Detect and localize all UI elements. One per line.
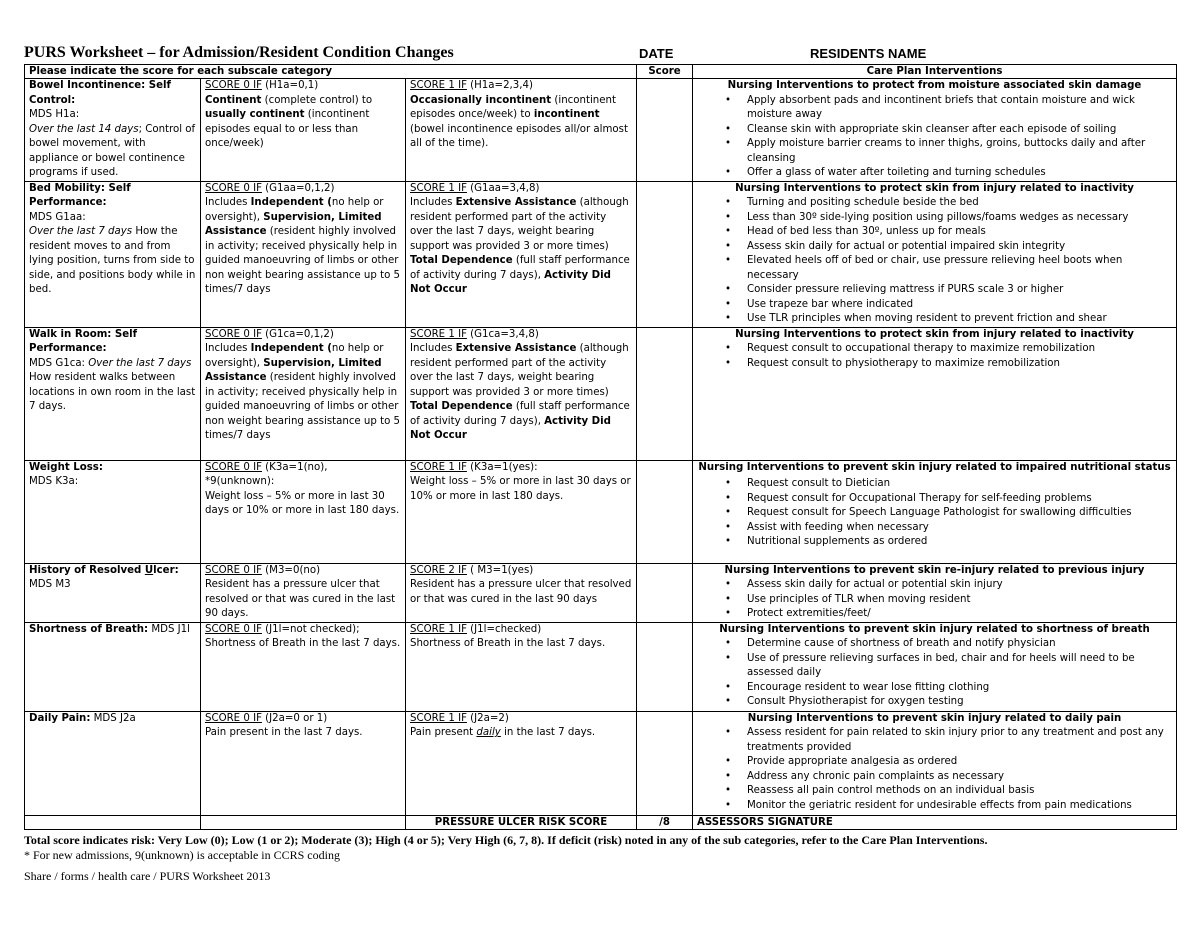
intervention-item: • Use trapeze bar where indicated [747,298,1172,313]
intervention-item: • Apply moisture barrier creams to inner thighs, groins, buttocks daily and after cleansing [747,137,1172,166]
intervention-item: • Address any chronic pain complaints as necessary [747,770,1172,785]
score0-head: SCORE 0 IF [205,80,262,91]
new-admissions-note: * For new admissions, 9(unknown) is acceptable in CCRS coding [24,847,340,862]
interventions-list [697,196,1172,327]
table-row-shortness-of-breath [25,622,1177,711]
intervention-item: • Assess skin daily for actual or potential skin injury [747,578,1172,593]
interventions-cell: Nursing Interventions to protect skin from injury related to inactivity • Request consult to occupational therapy to maximize remobilization • Request consult to physiotherapy to maximize remobilization [693,327,1177,460]
score-input-cell[interactable] [637,563,693,622]
intervention-item: • Request consult for Occupational Therapy for self-feeding problems [747,492,1172,507]
score1-head: SCORE 1 IF [410,80,467,91]
intervention-item: • Elevated heels off of bed or chair, use pressure relieving heel boots when necessary [747,254,1172,283]
worksheet-page [24,44,1176,884]
intervention-item: • Head of bed less than 30º, unless up for meals [747,225,1172,240]
mds-code: MDS H1a: [29,109,80,120]
risk-note: Total score indicates risk: Very Low (0); Low (1 or 2); Moderate (3); High (4 or 5); Very High (6, 7, 8). If deficit (risk) noted in any of the sub categories, refer to the Care Plan Interventions. [24,832,988,847]
subscale-cell: Shortness of Breath: MDS J1l [25,622,201,711]
score1-cell: SCORE 1 IF (K3a=1(yes): Weight loss – 5% or more in last 30 days or 10% or more in last 180 days. [406,460,637,563]
score1-cell: SCORE 1 IF (J1l=checked) Shortness of Breath in the last 7 days. [406,622,637,711]
intervention-item: • Request consult for Speech Language Pathologist for swallowing difficulties [747,506,1172,521]
table-row-walk-in-room [25,327,1177,460]
score1-cell: SCORE 2 IF ( M3=1(yes) Resident has a pressure ulcer that resolved or that was cured in the last 90 days [406,563,637,622]
subscale-cell [25,79,201,182]
subscale-cell: Walk in Room: Self Performance: MDS G1ca: Over the last 7 days How resident walks between locations in own room in the last 7 days. [25,327,201,460]
interventions-list [697,578,1172,622]
score0-cell: SCORE 0 IF (G1ca=0,1,2) Includes Independent (no help or oversight), Supervision, Limited Assistance (resident highly involved in activity; received physically help in guided manoeuvring of limbs or other non weight bearing assistance up to 5 times/7 days [201,327,406,460]
intervention-item: • Consult Physiotherapist for oxygen testing [747,695,1172,710]
subscale-cell: History of Resolved Ulcer: MDS M3 [25,563,201,622]
score0-cell: SCORE 0 IF (K3a=1(no), *9(unknown): Weight loss – 5% or more in last 30 days or 10% or more in last 180 days. [201,460,406,563]
intervention-item: • Use principles of TLR when moving resident [747,593,1172,608]
table-row-resolved-ulcer [25,563,1177,622]
score0-cell: SCORE 0 IF (G1aa=0,1,2) Includes Independent (no help or oversight), Supervision, Limited Assistance (resident highly involved in activity; received physically help in guided manoeuvring of limbs or other non weight bearing assistance up to 5 times/7 days [201,181,406,327]
intervention-item: • Assist with feeding when necessary [747,521,1172,536]
instruction-header: Please indicate the score for each subscale category [25,65,637,79]
table-row-total [25,815,1177,829]
score-header: Score [637,65,693,79]
interventions-cell: Nursing Interventions to prevent skin re-injury related to previous injury • Assess skin daily for actual or potential skin injury • Use principles of TLR when moving resident • Protect extremities/feet/ [693,563,1177,622]
score-input-cell[interactable] [637,460,693,563]
empty-cell [25,815,201,829]
subscale-name: Bowel Incontinence: Self Control: [29,80,171,106]
assessor-signature-field[interactable]: ASSESSORS SIGNATURE [693,815,1177,829]
intervention-item: • Use of pressure relieving surfaces in bed, chair and for heels will need to be assessed daily [747,652,1172,681]
desc-italic: Over the last 14 days [29,123,139,135]
intervention-item: • Use TLR principles when moving resident to prevent friction and shear [747,312,1172,327]
intervention-item: • Protect extremities/feet/ [747,607,1172,622]
interventions-cell [693,79,1177,182]
intervention-item: • Determine cause of shortness of breath and notify physician [747,637,1172,652]
date-label: DATE [639,46,674,61]
intervention-item: • Apply absorbent pads and incontinent briefs that contain moisture and wick moisture away [747,94,1172,123]
interventions-cell: Nursing Interventions to prevent skin injury related to daily pain • Assess resident for pain related to skin injury prior to any treatment and post any treatments provided • Provide appropriate analgesia as ordered • Address any chronic pain complaints as necessary • Reassess all pain control methods on an individual basis • Monitor the geriatric resident for undesirable effects from pain medications [693,711,1177,815]
intervention-item: • Provide appropriate analgesia as ordered [747,755,1172,770]
intervention-item: • Reassess all pain control methods on an individual basis [747,784,1172,799]
intervention-item: • Request consult to occupational therapy to maximize remobilization [747,342,1172,357]
care-plan-header: Care Plan Interventions [693,65,1177,79]
interventions-list [697,94,1172,181]
score0-cell: SCORE 0 IF (M3=0(no) Resident has a pressure ulcer that resolved or that was cured in the last 90 days. [201,563,406,622]
page-title: PURS Worksheet – for Admission/Resident Condition Changes [24,44,454,61]
score-input-cell[interactable] [637,622,693,711]
interventions-cell: Nursing Interventions to protect skin from injury related to inactivity • Turning and positing schedule beside the bed • Less than 30º side-lying position using pillows/foams wedges as necessary • Head of bed less than 30º, unless up for meals • Assess skin daily for actual or potential impaired skin integrity • Elevated heels off of bed or chair, use pressure relieving heel boots when necessary • Consider pressure relieving mattress if PURS scale 3 or higher • Use trapeze bar where indicated • Use TLR principles when moving resident to prevent friction and shear [693,181,1177,327]
interventions-list [697,342,1172,371]
intervention-item: • Assess skin daily for actual or potential impaired skin integrity [747,240,1172,255]
interventions-list [697,726,1172,813]
interventions-list [697,477,1172,550]
table-row-bed-mobility [25,181,1177,327]
intervention-item: • Consider pressure relieving mattress if PURS scale 3 or higher [747,283,1172,298]
interventions-cell: Nursing Interventions to prevent skin injury related to impaired nutritional status • Request consult to Dietician • Request consult for Occupational Therapy for self-feeding problems • Request consult for Speech Language Pathologist for swallowing difficulties • Assist with feeding when necessary • Nutritional supplements as ordered [693,460,1177,563]
intervention-item: • Less than 30º side-lying position using pillows/foams wedges as necessary [747,211,1172,226]
subscale-cell: Daily Pain: MDS J2a [25,711,201,815]
table-row-bowel [25,79,1177,182]
intervention-item: • Monitor the geriatric resident for undesirable effects from pain medications [747,799,1172,814]
intervention-item: • Offer a glass of water after toileting and turning schedules [747,166,1172,181]
table-header-row [25,65,1177,79]
interventions-list [697,637,1172,710]
header [24,44,1176,64]
intervention-item: • Encourage resident to wear lose fitting clothing [747,681,1172,696]
risk-score-label: PRESSURE ULCER RISK SCORE [406,815,637,829]
subscale-cell: Weight Loss: MDS K3a: [25,460,201,563]
intervention-item: • Assess resident for pain related to skin injury prior to any treatment and post any treatments provided [747,726,1172,755]
score0-cell: SCORE 0 IF (J1l=not checked); Shortness of Breath in the last 7 days. [201,622,406,711]
score-input-cell[interactable] [637,181,693,327]
mds-code: MDS G1aa: [29,211,86,223]
share-path: Share / forms / health care / PURS Worksheet 2013 [24,868,271,883]
resident-name-label: RESIDENTS NAME [810,46,927,61]
score0-cell: SCORE 0 IF (H1a=0,1) Continent (complete control) to usually continent (incontinent episodes equal to or less than once/week) [201,79,406,182]
score1-cell: SCORE 1 IF (H1a=2,3,4) Occasionally incontinent (incontinent episodes once/week) to incontinent (bowel incontinence episodes all/or almost all of the time). [406,79,637,182]
score1-cell: SCORE 1 IF (G1ca=3,4,8) Includes Extensive Assistance (although resident performed part of the activity over the last 7 days, weight bearing support was provided 3 or more times) Total Dependence (full staff performance of activity during 7 days), Activity Did Not Occur [406,327,637,460]
table-row-daily-pain [25,711,1177,815]
table-row-weight-loss [25,460,1177,563]
score1-cell: SCORE 1 IF (J2a=2) Pain present daily in the last 7 days. [406,711,637,815]
score-input-cell[interactable] [637,711,693,815]
score1-cell: SCORE 1 IF (G1aa=3,4,8) Includes Extensive Assistance (although resident performed part of the activity over the last 7 days, weight bearing support was provided 3 or more times) Total Dependence (full staff performance of activity during 7 days), Activity Did Not Occur [406,181,637,327]
empty-cell [201,815,406,829]
desc-text: ; Control of bowel movement, with appliance or bowel continence programs if used. [29,123,196,178]
interventions-cell: Nursing Interventions to prevent skin injury related to shortness of breath • Determine cause of shortness of breath and notify physician • Use of pressure relieving surfaces in bed, chair and for heels will need to be assessed daily • Encourage resident to wear lose fitting clothing • Consult Physiotherapist for oxygen testing [693,622,1177,711]
subscale-name: Bed Mobility: Self Performance: [29,182,131,208]
intervention-item: • Nutritional supplements as ordered [747,535,1172,550]
score0-cell: SCORE 0 IF (J2a=0 or 1) Pain present in the last 7 days. [201,711,406,815]
total-score-field[interactable]: /8 [637,815,693,829]
intervention-item: • Request consult to Dietician [747,477,1172,492]
interventions-heading: Nursing Interventions to protect from moisture associated skin damage [727,80,1142,91]
subscale-cell: Bed Mobility: Self Performance: MDS G1aa: Over the last 7 days How the resident moves to and from lying position, turns from side to side, and positions body while in bed. [25,181,201,327]
intervention-item: • Turning and positing schedule beside the bed [747,196,1172,211]
intervention-item: • Cleanse skin with appropriate skin cleanser after each episode of soiling [747,123,1172,138]
score-input-cell[interactable] [637,327,693,460]
intervention-item: • Request consult to physiotherapy to maximize remobilization [747,357,1172,372]
purs-table [24,64,1177,830]
score-input-cell[interactable] [637,79,693,182]
